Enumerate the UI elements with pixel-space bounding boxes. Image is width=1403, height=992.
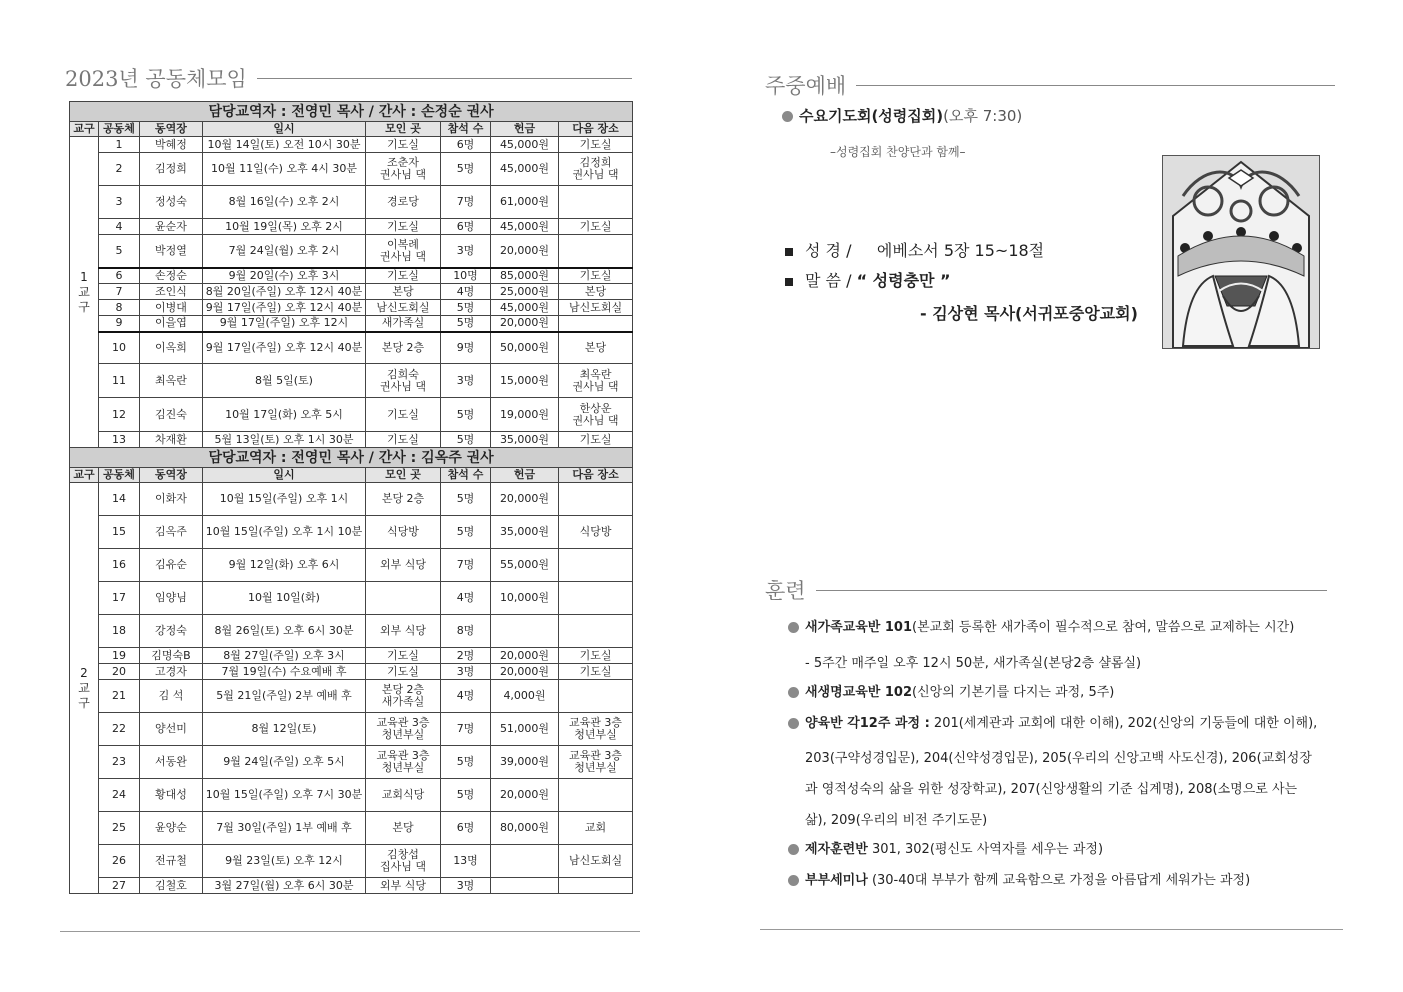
cell-place: 본당 2층 새가족실 <box>366 680 441 713</box>
cell-date: 10월 10일(화) <box>203 582 366 615</box>
cell-next: 기도실 <box>559 219 633 235</box>
worship-artwork <box>1162 155 1320 349</box>
cell-place: 조춘자 권사님 댁 <box>366 153 441 186</box>
cell-no: 14 <box>99 483 140 516</box>
cell-count: 5명 <box>441 432 491 448</box>
table-row <box>70 284 633 300</box>
cell-place: 본당 <box>366 284 441 300</box>
cell-count: 10명 <box>441 268 491 284</box>
cell-next: 교육관 3층 청년부실 <box>559 746 633 779</box>
cell-no: 3 <box>99 186 140 219</box>
cell-offering: 45,000원 <box>491 153 559 186</box>
training-item-continued: 삶), 209(우리의 비전 주기도문) <box>805 813 988 828</box>
cell-count: 3명 <box>441 364 491 398</box>
training-item: 새가족교육반 101(본교회 등록한 새가족이 필수적으로 참여, 말씀으로 교제하는 시간) <box>788 620 1318 636</box>
cell-next: 식당방 <box>559 516 633 549</box>
cell-count: 4명 <box>441 680 491 713</box>
cell-next: 교회 <box>559 812 633 845</box>
cell-count: 13명 <box>441 845 491 878</box>
cell-offering: 20,000원 <box>491 648 559 664</box>
cell-next <box>559 235 633 268</box>
table-row <box>70 779 633 812</box>
cell-place: 교회식당 <box>366 779 441 812</box>
column-header: 일시 <box>203 122 366 137</box>
cell-leader: 이옥희 <box>140 332 203 364</box>
cell-offering: 25,000원 <box>491 284 559 300</box>
cell-no: 18 <box>99 615 140 648</box>
square-bullet-icon <box>785 278 793 286</box>
cell-offering: 61,000원 <box>491 186 559 219</box>
cell-offering: 85,000원 <box>491 268 559 284</box>
column-header: 일시 <box>203 468 366 483</box>
column-header: 다음 장소 <box>559 468 633 483</box>
cell-place: 식당방 <box>366 516 441 549</box>
cell-place: 기도실 <box>366 432 441 448</box>
table-row <box>70 713 633 746</box>
column-header: 참석 수 <box>441 468 491 483</box>
cell-place: 남신도회실 <box>366 300 441 316</box>
cell-offering: 10,000원 <box>491 582 559 615</box>
scripture-label: 성 경 / <box>805 241 852 260</box>
cell-offering: 4,000원 <box>491 680 559 713</box>
table-row <box>70 235 633 268</box>
table-row <box>70 137 633 153</box>
cell-place: 외부 식당 <box>366 549 441 582</box>
bullet-icon <box>782 111 793 122</box>
cell-no: 2 <box>99 153 140 186</box>
cell-no: 9 <box>99 316 140 332</box>
cell-date: 8월 16일(수) 오후 2시 <box>203 186 366 219</box>
cell-place: 기도실 <box>366 268 441 284</box>
cell-date: 9월 17일(주일) 오후 12시 40분 <box>203 332 366 364</box>
cell-count: 7명 <box>441 186 491 219</box>
table-row <box>70 364 633 398</box>
service-subtitle: –성령집회 찬양단과 함께– <box>830 145 966 159</box>
cell-next: 기도실 <box>559 432 633 448</box>
title-rule <box>856 85 1335 86</box>
cell-no: 19 <box>99 648 140 664</box>
cell-date: 7월 30일(주일) 1부 예배 후 <box>203 812 366 845</box>
cell-leader: 이을엽 <box>140 316 203 332</box>
cell-date: 8월 5일(토) <box>203 364 366 398</box>
cell-count: 3명 <box>441 235 491 268</box>
column-header: 동역장 <box>140 122 203 137</box>
cell-count: 5명 <box>441 516 491 549</box>
cell-date: 3월 27일(월) 오후 6시 30분 <box>203 878 366 894</box>
worship-title: 주중예배 <box>765 74 847 98</box>
table-row <box>70 332 633 364</box>
cell-next <box>559 779 633 812</box>
community-schedule-table <box>69 101 633 894</box>
cell-place: 외부 식당 <box>366 878 441 894</box>
cell-next <box>559 582 633 615</box>
cell-count: 5명 <box>441 300 491 316</box>
cell-count: 5명 <box>441 483 491 516</box>
cell-count: 5명 <box>441 398 491 432</box>
group-banner: 담당교역자 : 전영민 목사 / 간사 : 김옥주 권사 <box>70 448 633 468</box>
cell-count: 8명 <box>441 615 491 648</box>
cell-no: 25 <box>99 812 140 845</box>
left-page <box>60 55 640 935</box>
cell-offering: 20,000원 <box>491 316 559 332</box>
cell-date: 10월 14일(토) 오전 10시 30분 <box>203 137 366 153</box>
table-row <box>70 746 633 779</box>
service-name: 수요기도회(성령집회) <box>799 107 944 125</box>
cell-leader: 이병대 <box>140 300 203 316</box>
training-item-note: - 5주간 매주일 오후 12시 50분, 새가족실(본당2층 샬롬실) <box>805 656 1142 671</box>
cell-place: 교육관 3층 청년부실 <box>366 713 441 746</box>
cell-count: 3명 <box>441 664 491 680</box>
cell-next: 기도실 <box>559 648 633 664</box>
preacher: - 김상현 목사(서귀포중앙교회) <box>920 304 1138 323</box>
cell-next <box>559 549 633 582</box>
cell-offering <box>491 845 559 878</box>
table-row <box>70 812 633 845</box>
cell-no: 13 <box>99 432 140 448</box>
cell-offering <box>491 615 559 648</box>
cell-no: 23 <box>99 746 140 779</box>
cell-count: 5명 <box>441 316 491 332</box>
cell-no: 10 <box>99 332 140 364</box>
cell-offering: 39,000원 <box>491 746 559 779</box>
cell-place: 이복례 권사님 댁 <box>366 235 441 268</box>
cell-count: 7명 <box>441 713 491 746</box>
cell-place: 새가족실 <box>366 316 441 332</box>
column-header: 헌금 <box>491 468 559 483</box>
cell-date: 9월 17일(주일) 오후 12시 <box>203 316 366 332</box>
cell-leader: 김진숙 <box>140 398 203 432</box>
column-header: 참석 수 <box>441 122 491 137</box>
bullet-icon <box>788 687 799 698</box>
cell-count: 5명 <box>441 779 491 812</box>
cell-leader: 조인식 <box>140 284 203 300</box>
column-header: 공동체 <box>99 468 140 483</box>
cell-no: 7 <box>99 284 140 300</box>
bullet-icon <box>788 875 799 886</box>
table-row <box>70 219 633 235</box>
cell-offering: 45,000원 <box>491 219 559 235</box>
cell-date: 8월 12일(토) <box>203 713 366 746</box>
cell-date: 5월 13일(토) 오후 1시 30분 <box>203 432 366 448</box>
cell-no: 6 <box>99 268 140 284</box>
cell-place: 기도실 <box>366 137 441 153</box>
cell-leader: 황대성 <box>140 779 203 812</box>
cell-offering: 20,000원 <box>491 664 559 680</box>
cell-leader: 윤순자 <box>140 219 203 235</box>
sermon-line <box>785 268 951 291</box>
cell-leader: 김명숙B <box>140 648 203 664</box>
cell-date: 10월 15일(주일) 오후 1시 <box>203 483 366 516</box>
table-row <box>70 516 633 549</box>
cell-leader: 전규철 <box>140 845 203 878</box>
cell-date: 9월 12일(화) 오후 6시 <box>203 549 366 582</box>
cell-date: 9월 23일(토) 오후 12시 <box>203 845 366 878</box>
table-row <box>70 615 633 648</box>
bullet-icon <box>788 718 799 729</box>
column-header: 다음 장소 <box>559 122 633 137</box>
sermon-title: “ 성령충만 ” <box>856 271 951 290</box>
cell-no: 11 <box>99 364 140 398</box>
cell-leader: 이화자 <box>140 483 203 516</box>
cell-place: 본당 2층 <box>366 332 441 364</box>
service-time: (오후 7:30) <box>943 107 1023 125</box>
cell-no: 1 <box>99 137 140 153</box>
cell-date: 10월 15일(주일) 오후 7시 30분 <box>203 779 366 812</box>
cell-count: 3명 <box>441 878 491 894</box>
table-row <box>70 153 633 186</box>
right-page <box>760 65 1350 940</box>
training-title: 훈련 <box>765 579 806 603</box>
cell-leader: 차재환 <box>140 432 203 448</box>
scripture-text: 에베소서 5장 15~18절 <box>876 241 1045 260</box>
artwork-illustration-icon <box>1163 156 1319 348</box>
cell-place: 김희숙 권사님 댁 <box>366 364 441 398</box>
cell-next: 기도실 <box>559 268 633 284</box>
cell-leader: 김유순 <box>140 549 203 582</box>
cell-no: 16 <box>99 549 140 582</box>
cell-leader: 강정숙 <box>140 615 203 648</box>
cell-no: 15 <box>99 516 140 549</box>
cell-next: 한상운 권사님 댁 <box>559 398 633 432</box>
cell-offering: 35,000원 <box>491 516 559 549</box>
cell-leader: 최옥란 <box>140 364 203 398</box>
cell-count: 4명 <box>441 582 491 615</box>
table-row <box>70 549 633 582</box>
cell-date: 8월 26일(토) 오후 6시 30분 <box>203 615 366 648</box>
cell-offering: 50,000원 <box>491 332 559 364</box>
cell-offering: 19,000원 <box>491 398 559 432</box>
column-header: 모인 곳 <box>366 468 441 483</box>
cell-leader: 박정열 <box>140 235 203 268</box>
cell-no: 24 <box>99 779 140 812</box>
page-title: 2023년 공동체모임 <box>65 67 247 91</box>
table-row <box>70 300 633 316</box>
bullet-icon <box>788 844 799 855</box>
district-label: 2 교 구 <box>70 483 99 894</box>
cell-no: 20 <box>99 664 140 680</box>
table-row <box>70 268 633 284</box>
cell-place: 기도실 <box>366 664 441 680</box>
table-row <box>70 878 633 894</box>
left-section-header <box>65 63 632 93</box>
cell-place: 외부 식당 <box>366 615 441 648</box>
cell-place: 기도실 <box>366 648 441 664</box>
bullet-icon <box>788 622 799 633</box>
cell-next <box>559 483 633 516</box>
column-header: 모인 곳 <box>366 122 441 137</box>
cell-date: 9월 17일(주일) 오후 12시 40분 <box>203 300 366 316</box>
table-row <box>70 432 633 448</box>
column-header: 교구 <box>70 468 99 483</box>
cell-no: 5 <box>99 235 140 268</box>
cell-offering: 45,000원 <box>491 300 559 316</box>
cell-place: 김창섭 집사님 댁 <box>366 845 441 878</box>
table-row <box>70 680 633 713</box>
cell-next: 기도실 <box>559 664 633 680</box>
group-banner: 담당교역자 : 전영민 목사 / 간사 : 손정순 권사 <box>70 102 633 122</box>
cell-date: 10월 19일(목) 오후 2시 <box>203 219 366 235</box>
cell-next <box>559 615 633 648</box>
cell-next: 교육관 3층 청년부실 <box>559 713 633 746</box>
cell-next <box>559 878 633 894</box>
training-item: 부부세미나 (30-40대 부부가 함께 교육함으로 가정을 아름답게 세워가는 과정) <box>788 873 1318 889</box>
cell-next <box>559 316 633 332</box>
cell-next: 기도실 <box>559 137 633 153</box>
training-item-continued: 203(구약성경입문), 204(신약성경입문), 205(우리의 신앙고백 사도신경), 206(교회성장 <box>805 751 1312 766</box>
cell-count: 5명 <box>441 746 491 779</box>
table-row <box>70 483 633 516</box>
cell-offering: 45,000원 <box>491 137 559 153</box>
cell-count: 4명 <box>441 284 491 300</box>
column-header: 교구 <box>70 122 99 137</box>
cell-no: 8 <box>99 300 140 316</box>
cell-count: 6명 <box>441 219 491 235</box>
training-item: 양육반 각12주 과정 : 201(세계관과 교회에 대한 이해), 202(신앙의 기둥들에 대한 이해), <box>788 716 1318 732</box>
column-header: 공동체 <box>99 122 140 137</box>
cell-date: 9월 20일(수) 오후 3시 <box>203 268 366 284</box>
cell-next: 남신도회실 <box>559 300 633 316</box>
cell-date: 10월 17일(화) 오후 5시 <box>203 398 366 432</box>
cell-count: 6명 <box>441 812 491 845</box>
table-row <box>70 398 633 432</box>
cell-offering: 20,000원 <box>491 483 559 516</box>
cell-no: 22 <box>99 713 140 746</box>
cell-leader: 양선미 <box>140 713 203 746</box>
cell-next: 본당 <box>559 332 633 364</box>
cell-leader: 박혜정 <box>140 137 203 153</box>
cell-offering: 35,000원 <box>491 432 559 448</box>
cell-leader: 김철호 <box>140 878 203 894</box>
column-header: 동역장 <box>140 468 203 483</box>
cell-no: 21 <box>99 680 140 713</box>
square-bullet-icon <box>785 248 793 256</box>
cell-place: 기도실 <box>366 398 441 432</box>
training-item: 제자훈련반 301, 302(평신도 사역자를 세우는 과정) <box>788 842 1318 858</box>
cell-count: 5명 <box>441 153 491 186</box>
cell-offering: 20,000원 <box>491 779 559 812</box>
cell-no: 27 <box>99 878 140 894</box>
title-rule <box>816 590 1327 591</box>
cell-leader: 임양님 <box>140 582 203 615</box>
page-bottom-rule <box>760 929 1343 930</box>
cell-leader: 김 석 <box>140 680 203 713</box>
training-item: 새생명교육반 102(신앙의 기본기를 다지는 과정, 5주) <box>788 685 1318 701</box>
sermon-label: 말 씀 / <box>805 271 852 290</box>
cell-next <box>559 680 633 713</box>
cell-count: 6명 <box>441 137 491 153</box>
cell-place: 기도실 <box>366 219 441 235</box>
cell-place: 본당 <box>366 812 441 845</box>
cell-leader: 김옥주 <box>140 516 203 549</box>
cell-no: 17 <box>99 582 140 615</box>
column-header: 헌금 <box>491 122 559 137</box>
page-bottom-rule <box>60 931 640 932</box>
cell-next: 남신도회실 <box>559 845 633 878</box>
cell-offering: 55,000원 <box>491 549 559 582</box>
cell-no: 26 <box>99 845 140 878</box>
cell-leader: 윤양순 <box>140 812 203 845</box>
training-section-header <box>765 575 1327 605</box>
cell-date: 8월 27일(주일) 오후 3시 <box>203 648 366 664</box>
cell-date: 7월 24일(월) 오후 2시 <box>203 235 366 268</box>
cell-date: 7월 19일(수) 수요예배 후 <box>203 664 366 680</box>
title-rule <box>257 78 632 79</box>
cell-leader: 손정순 <box>140 268 203 284</box>
cell-next <box>559 186 633 219</box>
cell-no: 4 <box>99 219 140 235</box>
cell-offering: 51,000원 <box>491 713 559 746</box>
cell-leader: 서동완 <box>140 746 203 779</box>
cell-offering: 80,000원 <box>491 812 559 845</box>
table-row <box>70 186 633 219</box>
cell-place: 본당 2층 <box>366 483 441 516</box>
cell-no: 12 <box>99 398 140 432</box>
table-row <box>70 664 633 680</box>
table-row <box>70 648 633 664</box>
cell-next: 김정희 권사님 댁 <box>559 153 633 186</box>
cell-offering <box>491 878 559 894</box>
cell-count: 2명 <box>441 648 491 664</box>
table-row <box>70 582 633 615</box>
table-row <box>70 316 633 332</box>
cell-date: 5월 21일(주일) 2부 예배 후 <box>203 680 366 713</box>
worship-section-header <box>765 70 1335 100</box>
cell-next: 최옥란 권사님 댁 <box>559 364 633 398</box>
training-item-continued: 과 영적성숙의 삶을 위한 성장학교), 207(신앙생활의 기준 십계명), 208(소명으로 사는 <box>805 782 1298 797</box>
cell-date: 9월 24일(주일) 오후 5시 <box>203 746 366 779</box>
cell-date: 10월 15일(주일) 오후 1시 10분 <box>203 516 366 549</box>
service-line <box>782 105 1022 126</box>
cell-offering: 20,000원 <box>491 235 559 268</box>
cell-place <box>366 582 441 615</box>
cell-date: 8월 20일(주일) 오후 12시 40분 <box>203 284 366 300</box>
cell-leader: 정성숙 <box>140 186 203 219</box>
cell-count: 9명 <box>441 332 491 364</box>
cell-leader: 김정희 <box>140 153 203 186</box>
cell-count: 7명 <box>441 549 491 582</box>
cell-offering: 15,000원 <box>491 364 559 398</box>
cell-place: 교육관 3층 청년부실 <box>366 746 441 779</box>
scripture-line <box>785 238 1044 261</box>
cell-leader: 고경자 <box>140 664 203 680</box>
district-label: 1 교 구 <box>70 137 99 448</box>
cell-place: 경로당 <box>366 186 441 219</box>
table-row <box>70 845 633 878</box>
cell-date: 10월 11일(수) 오후 4시 30분 <box>203 153 366 186</box>
cell-next: 본당 <box>559 284 633 300</box>
